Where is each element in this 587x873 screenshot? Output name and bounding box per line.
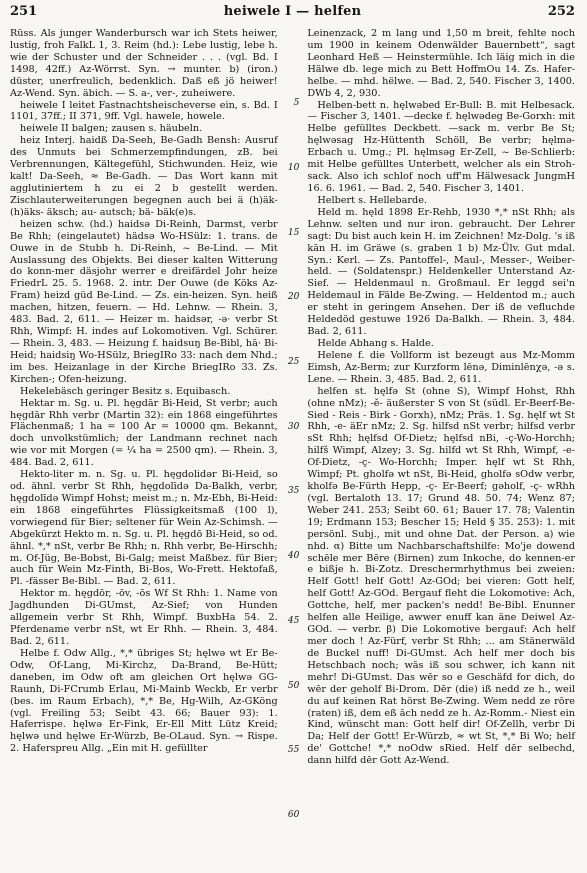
dictionary-entry: Helben-bett n. hęlwəbed Er-Bull: B. mit Helbesack. — Fischer 3, 1401. —decke f. hęlwədeg Be-Gorxh: mit Helbe gefülltes Deckbett. —sack m. verbr Be St; hęlwəsag Hz-Hüttenth Schöll, Be verbr; hęlmə- Erbach u. Umg.; Pl. hęlmsəg Er-Zell, ~ Be-Schlierb: mit Helbe gefülltes Unterbett, welcher als ein Stroh-sack. Also ich schlof noch uff'm Hälwesack JungmH 16. 6. 1961. — Bad. 2, 540. Fischer 3, 1401.: [307, 99, 575, 194]
line-number: 45: [287, 616, 300, 626]
dictionary-entry: heiwele II balgen; zausen s. häubeln.: [20, 123, 203, 135]
page-number-right: 252: [547, 4, 575, 19]
dictionary-entry: heiz Interj. haidß Da-Seeh, Be-Gadh Bensh: Ausruf des Unmuts bei Schmerzempfindungen, zB. bei Verbrennungen, Kältegefühl, Stichwunden. Heiz, wie kalt! Da-Seeh, ≈ Be-Gadh. — Das Wort kann mit agglutiniertem h zu ei 2 b gestellt werden. Zischlauterweiterungen begegnen auch bei ä (h)äk- (h)äks- äksch; au- autsch; bä- bäk(e)s.: [10, 135, 278, 218]
dictionary-entry: heizen schw. (hd.) haidsə Di-Reinh, Darmst, verbr Be Rhh; (eingelautet) hädsə Wo-HSülz: 1. trans. de Ouwe in de Stubb h. Di-Reinh, ~ Be-Lind. — Mit Auslassung des Objekts. Bei dieser kalten Witterung do konn-mer däsjohr werrer e dreifärdel Johr heize FriedrL 25. 5. 1968. 2. intr. Der Ouwe (de Köks Az-Fram) heizd güd Be-Lind. — Zs. ein-heizen. Syn. heiß machen, hitzen, feuern. — Hd. Lehnw. — Rhein. 3, 483. Bad. 2, 611. — Heizer m. haidsər, -ə· verbr St Rhh, Wimpf: H. indes auf Lokomotiven. Vgl. Schürer. — Rhein. 3, 483. — Heizung f. haidsuŋ Be-Bibl, hā· Bi-Heid; haidsiŋ Wo-HSülz, BriegIRo 33: nach dem Nhd.; im bes. Heizanlage in der Kirche BriegIRo 33. Zs. Kirchen-; Ofen-heizung.: [10, 218, 278, 385]
dictionary-entry: Hektar m. Sg. u. Pl. hęgdār Bi-Heid, St verbr; auch hęgdār Rhh verbr (Martin 32): ein 1868 eingeführtes Flächenmaß; 1 ha = 100 Ar = 10000 qm. Bekannt, doch unvolkstümlich; der Landmann rechnet nach wie vor mit Morgen (= ¼ ha = 2500 qm). — Rhein. 3, 484. Bad. 2, 611.: [10, 397, 278, 469]
dictionary-entry: Leinenzack, 2 m lang und 1,50 m breit, fehlte noch um 1900 in keinem Odenwälder Bauernbett“, sagt Leonhard Heß — Heinstermühle. Ich läig mich in die Hälwe db. lege mich zu Bett HoffmOu 14. Zs. Hafer-helbe. — mhd. hëlwe. — Bad. 2, 540. Fischer 3, 1400. DWb 4, 2, 930.: [307, 28, 575, 99]
dictionary-entry: Helbe f. Odw Allg., *,* übriges St; hęlwə wt Er Be-Odw, Of-Lang, Mi-Kirchz, Da-Brand, Be-Hütt; daneben, im Odw oft am gleichen Ort hęlwə GG-Raunh, Di-FCrumb Erlau, Mi-Mainb Weckb, Er verbr (bes. im Raum Erbach), *,* Be, Hg-Wilh, Az-GKöng (vgl. Freiling 53; Seibt 43. 66; Bauer 93): 1. Haferrispe. hęlwə Er-Fink, Er-Ell Mitt Lütz Kreid; hęlwə und hęlwe Er-Würzb, Be-OLaud. Syn. → Rispe. 2. Haferspreu Allg. „Ein mit H. gefüllter: [10, 647, 278, 755]
line-number: 15: [287, 228, 300, 238]
page-number-left: 251: [10, 4, 38, 19]
dictionary-entry: Hektor m. hęgdōr, -ōv, -ōs Wf St Rhh: 1. Name von Jagdhunden Di-GUmst, Az-Sief; von Hunden allgemein verbr St Rhh, Wimpf. BuxbHa 54. 2. Pferdename verbr nSt, wt Er Rhh. — Rhein. 3, 484. Bad. 2, 611.: [10, 588, 278, 648]
line-number-gutter: [286, 28, 300, 820]
dictionary-entry: Hekelebäsch geringer Besitz s. Equibasch.: [20, 385, 231, 397]
dictionary-entry: Helene f. die Vollform ist bezeugt aus Mz-Momm Eimsh, Az-Berm; zur Kurzform lēnə, Diminlēnχə, -ə s. Lene. — Rhein. 3, 485. Bad. 2, 611.: [307, 349, 575, 385]
left-column: [10, 28, 278, 767]
line-number: 40: [287, 551, 300, 561]
dictionary-entry: Helde Abhang s. Halde.: [317, 337, 434, 349]
dictionary-entry: helfen st. hęlfə St (ohne S), Wimpf Hohst, Rhh (ohne nMz); -ě- äußerster S von St (südl. Er-Beerf-Be-Sied - Reis - Birk - Gorxh), nMz; Präs. 1. Sg. hęlf wt St Rhh, -e- äEr nMz; 2. Sg. hilfsd nSt verbr; hilfsd verbr sSt Rhh; hęlfsd Of-Dietz; hęlfsd nBi, -ç-Wo-Horchh; hilfš Wimpf, Alzey; 3. Sg. hilfd wt St Rhh, Wimpf, -e- Of-Dietz, -ç- Wo-Horchh; Imper. hęlf wt St Rhh, Wimpf; Pt. gholfə wt nSt, Bi-Heid, gholfə sOdw verbr, kholfə Be-Fürth Hepp, -ç- Er-Beerf; gəholf, -ç- wRhh (vgl. Bertaloth 13. 17; Grund 48. 50. 74; Wenz 87; Weber 241. 253; Seibt 60. 61; Bauer 17. 78; Valentin 19; Erdmann 153; Bescher 15; Held § 35. 253): 1. mit persönl. Subj., mit und ohne Dat. der Person. a) wie nhd. α) Bitte um Nachbarschaftshilfe: Mo'je dowend schēle mer Bēre (Birnen) zum Inkoche, do kennen-er e bißje h. Bi-Zotz. Dreschermrhythmus bei zweien: Helf Gott! helf Gott! Az-GOd; bei vieren: Gott helf, helf Gott! Az-GOd. Bergauf fleht die Lokomotive: Ach, Gottche, helf, mer packen's nedd! Be-Bibl. Enunner helfen alle Heilige, awwer enuff kan äne Deiwel Az-GOd. — verbr. β) Die Lokomotive bergauf: Ach helf mer doch ! Az-Fürf, verbr St Rhh; ... am Stänerwäld de Buckel nuff! Di-GUmst. Ach helf mer doch bis Hetschbach noch; wās iß sou schwer, ich kann nit mehr! Di-GUmst. Das wēr so e Geschäfd for dich, do wēr der geholf Bi-Drom. Dēr (die) iß nedd ze h., weil du auf keinen Rat hörst Be-Zwing. Wem nedd ze rōre (raten) iß, dem eß āch nedd ze h. Az-Romm.- Niest ein Kind, wünscht man: Gott helf dir! Of-Zellh, verbr Di Da; Helf der Gott! Er-Würzb, ≈ wt St, *,* Bi Wo; helf de' Gottche! *,* noOdw sRied. Helf dēr selbechd, dann hilfd dēr Gott Az-Wend.: [307, 385, 575, 767]
dictionary-entry: heiwele I leitet Fastnachtsheischeverse ein, s. Bd. I 1101, 37ff.; II 371, 9ff. Vgl. hawele, howele.: [10, 99, 278, 123]
running-title: heiwele I — helfen: [223, 4, 362, 19]
line-number: 30: [287, 422, 300, 432]
dictionary-entry: Helbert s. Hellebarde.: [317, 194, 428, 206]
page-header: [10, 4, 575, 22]
line-number: 25: [287, 357, 300, 367]
dictionary-entry: Hekto-liter m. n. Sg. u. Pl. hęgdolidər Bi-Heid, so od. ähnl. verbr St Rhh, hęgdolīdə Da-Balkh, verbr, hęgdolīdə Wimpf Hohst; meist m.; n. Mz-Ebh, Bi-Heid: ein 1868 eingeführtes Flüssigkeitsmaß (100 l), vorwiegend für Bier; seltener für Wein Az-Schimsh. — Abgekürzt Hekto m. n. Sg. u. Pl. hęgdō Bi-Heid, so od. ähnl. *,* nSt, verbr Be Rhh; n. Rhh verbr, Be-Hirschh; m. Of-Jüg, Be-Bobst, Bi-Galg; meist Maßbez. für Bier; auch für Wein Mz-Finth, Bi-Bos, Wo-Frett. Hektofaß, Pl. -fässer Be-Bibl. — Bad. 2, 611.: [10, 469, 278, 588]
two-column-body: [10, 28, 575, 820]
line-number: 35: [287, 486, 300, 496]
line-number: 10: [287, 163, 300, 173]
dictionary-entry: Held m. hęld 1898 Er-Rehb, 1930 *,* nSt Rhh; als Lehnw. selten und nur iron. gebraucht. Der Lehrer sagt: Du bist auch kein H. im Zeichnen! Mz-Dolg. 's iß kān H. im Gräwe (s. graben 1 b) Mz-Ülv. Gut mdal. Syn.: Kerl. — Zs. Pantoffel-, Maul-, Messer-, Weiber-held. — (Soldatenspr.) Heldenkeller Unterstand Az-Sief. — Heldenmaul n. Großmaul. Er leggd sei'n Heldemaul in Fälde Be-Zwing. — Heldentod m.; auch er steht in geringem Ansehen. Der iß de vefluchde Heldedöd gestuwe 1926 Da-Balkh. — Rhein. 3, 484. Bad. 2, 611.: [307, 206, 575, 338]
line-number: 55: [287, 745, 300, 755]
line-number: 50: [287, 681, 300, 691]
line-number: 5: [293, 98, 300, 108]
line-number: 60: [287, 810, 300, 820]
line-number: 20: [287, 292, 300, 302]
right-column: [307, 28, 575, 767]
dictionary-entry: Rüss. Als junger Wanderbursch war ich Stets heiwer, lustig, froh FalkL 1, 3. Reim (hd.): Lebe lustig, lebe h. wie der Schuster und der Schneider . . . (vgl. Bd. I 1498, 42ff.) Az-Wörrst. Syn. → munter. b) (iron.) düster, unerfreulich, bedenklich. Daß eß jö heiwer! Az-Wend. Syn. äbich. — S. a-, ver-, zuheiwere.: [10, 28, 278, 99]
